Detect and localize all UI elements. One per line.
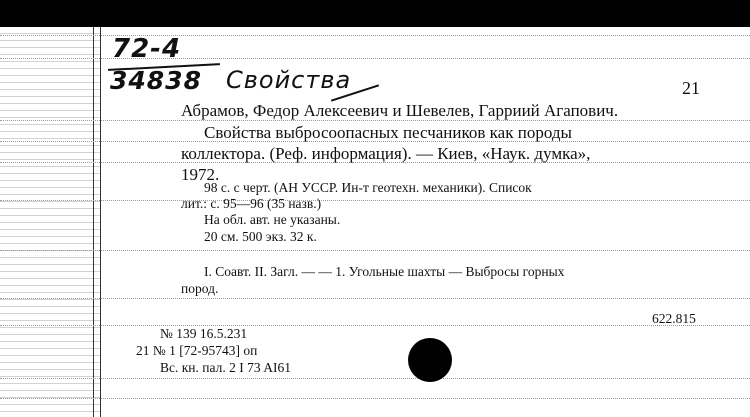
ruled-line: [0, 325, 750, 326]
top-black-band: [0, 0, 750, 27]
card-left-margin: [0, 27, 100, 417]
margin-rule-line: [93, 27, 94, 417]
ruled-line: [0, 398, 750, 399]
top-left-black-corner: [0, 0, 100, 27]
margin-rule-line: [100, 27, 101, 417]
card-punch-hole: [408, 338, 452, 382]
ruled-line: [0, 250, 750, 251]
title-line: коллектора. (Реф. информация). — Киев, «Наук. думка»,: [181, 144, 591, 163]
handwritten-subject-word: Свойства: [226, 66, 352, 94]
page-number: 21: [682, 78, 700, 98]
registry-line: № 139 16.5.231: [160, 326, 248, 341]
collation-line: На обл. авт. не указаны.: [204, 212, 341, 227]
handwritten-call-number-bottom: 34838: [110, 66, 202, 95]
collation-line: 98 с. с черт. (АН УССР. Ин-т геотехн. механики). Список: [204, 180, 532, 195]
collation-line: лит.: с. 95—96 (35 назв.): [181, 196, 322, 211]
registry-line: Вс. кн. пал. 2 I 73 AI61: [160, 360, 291, 375]
author-heading: Абрамов, Федор Алексеевич и Шевелев, Гарриий Агапович.: [181, 101, 619, 120]
ruled-line: [0, 200, 750, 201]
udc-code: 622.815: [652, 311, 696, 326]
ruled-line: [0, 298, 750, 299]
ruled-line: [0, 378, 750, 379]
handwritten-call-number-top: 72-4: [112, 34, 182, 64]
tracing-line: I. Соавт. II. Загл. — — 1. Угольные шахты — Выбросы горных: [204, 264, 565, 279]
registry-line: 21 № 1 [72-95743] оп: [136, 343, 258, 358]
collation-line: 20 см. 500 экз. 32 к.: [204, 229, 317, 244]
tracing-line: пород.: [181, 281, 219, 296]
title-line: 1972.: [181, 165, 220, 184]
title-line: Свойства выбросоопасных песчаников как породы: [204, 123, 572, 142]
